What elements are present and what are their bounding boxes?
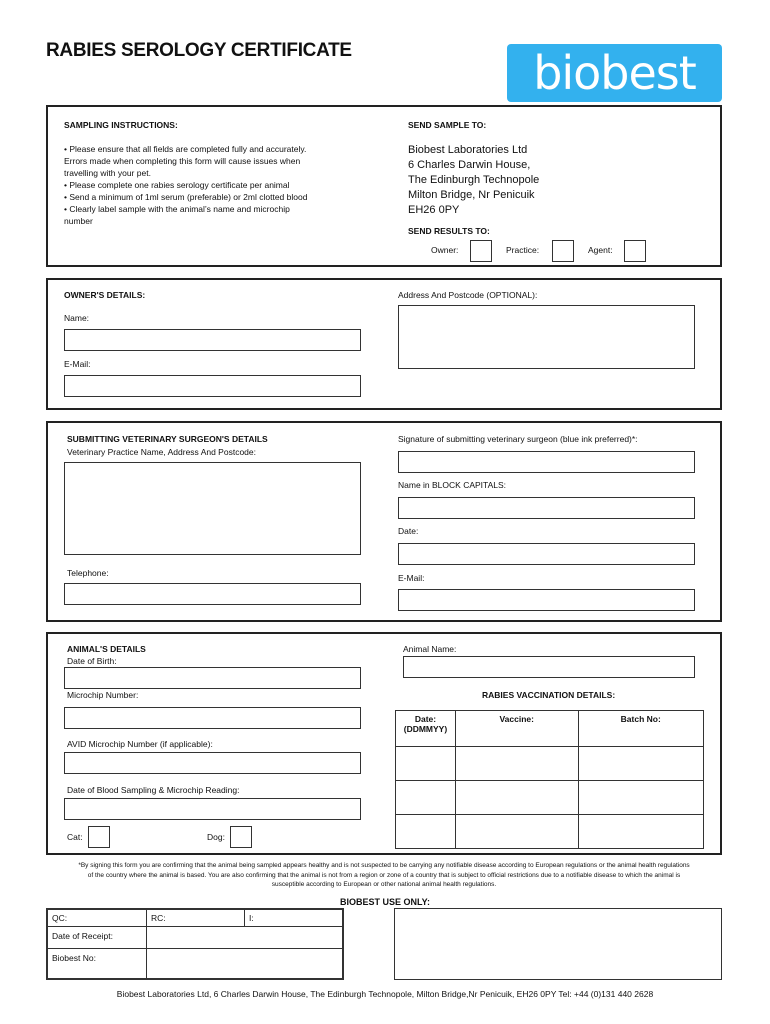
blood-sampling-label: Date of Blood Sampling & Microchip Reading: <box>67 785 240 795</box>
vaccination-row[interactable] <box>396 781 704 815</box>
sampling-instructions <box>64 143 354 227</box>
biobest-logo <box>507 44 722 102</box>
date-header: Date: (DDMMYY) <box>396 711 456 747</box>
instruction-line: • Please ensure that all fields are completed fully and accurately. <box>64 144 307 154</box>
practice-option-label: Practice: <box>506 245 540 255</box>
vaccination-header-row <box>396 711 704 747</box>
block-capitals-field[interactable] <box>398 497 695 519</box>
qc-label: QC: <box>52 913 68 923</box>
microchip-field[interactable] <box>64 707 361 729</box>
address-line: Biobest Laboratories Ltd <box>408 144 528 156</box>
telephone-field[interactable] <box>64 583 361 605</box>
instruction-line: travelling with your pet. <box>64 168 151 178</box>
dog-checkbox[interactable] <box>230 826 252 848</box>
animal-name-label: Animal Name: <box>403 644 457 654</box>
microchip-label: Microchip Number: <box>67 690 139 700</box>
send-results-heading: SEND RESULTS TO: <box>408 226 490 236</box>
owner-name-label: Name: <box>64 313 90 323</box>
vaccination-table <box>395 710 704 849</box>
cat-checkbox[interactable] <box>88 826 110 848</box>
logo-text: biobest <box>533 46 696 100</box>
address-line: EH26 0PY <box>408 204 460 216</box>
dob-label: Date of Birth: <box>67 656 117 666</box>
animal-name-field[interactable] <box>403 656 695 678</box>
owner-option-label: Owner: <box>431 245 459 255</box>
instruction-line: • Send a minimum of 1ml serum (preferable) or 2ml clotted blood <box>64 192 308 202</box>
vet-date-label: Date: <box>398 526 419 536</box>
vaccination-row[interactable] <box>396 815 704 849</box>
owner-section <box>46 278 722 410</box>
owner-address-label: Address And Postcode (OPTIONAL): <box>398 290 538 300</box>
send-sample-heading: SEND SAMPLE TO: <box>408 120 487 130</box>
disclaimer-line: *By signing this form you are confirming that the animal being sampled appears healthy and is not suspected to be carrying any notifiable disease according to European regulations or the animal health regulations <box>78 862 690 869</box>
owner-email-label: E-Mail: <box>64 359 91 369</box>
send-sample-address <box>408 143 539 218</box>
disclaimer-line: of the country where the animal is based. You are also confirming that the animal is not from a region or zone of a country that is subject to official restrictions due to a notifiable disease to which the animal is <box>87 871 681 879</box>
vet-practice-label: Veterinary Practice Name, Address And Postcode: <box>67 447 256 457</box>
vaccination-heading: RABIES VACCINATION DETAILS: <box>482 690 616 700</box>
cat-label: Cat: <box>67 832 83 842</box>
instruction-line: • Please complete one rabies serology certificate per animal <box>64 180 290 190</box>
vet-date-field[interactable] <box>398 543 695 565</box>
i-label: I: <box>249 913 254 923</box>
footer: Biobest Laboratories Ltd, 6 Charles Darwin House, The Edinburgh Technopole, Milton Bridge,Nr Penicuik, EH26 0PY Tel: +44 (0)131 440 2628 <box>116 989 654 999</box>
owner-email-field[interactable] <box>64 375 361 397</box>
owner-address-field[interactable] <box>398 305 695 369</box>
vet-practice-field[interactable] <box>64 462 361 555</box>
instruction-line: Errors made when completing this form will cause issues when <box>64 156 301 166</box>
address-line: The Edinburgh Technopole <box>408 174 540 186</box>
avid-field[interactable] <box>64 752 361 774</box>
avid-label: AVID Microchip Number (if applicable): <box>67 739 213 749</box>
biobest-use-table <box>46 908 344 980</box>
disclaimer-line: susceptible according to European or other national animal health regulations. <box>271 881 497 888</box>
sampling-heading: SAMPLING INSTRUCTIONS: <box>64 120 178 130</box>
dob-field[interactable] <box>64 667 361 689</box>
vet-heading: SUBMITTING VETERINARY SURGEON'S DETAILS <box>67 434 268 444</box>
animal-heading: ANIMAL'S DETAILS <box>67 644 146 654</box>
vet-section <box>46 421 722 622</box>
instruction-line: number <box>64 216 93 226</box>
dog-label: Dog: <box>207 832 225 842</box>
address-line: 6 Charles Darwin House, <box>408 159 531 171</box>
owner-name-field[interactable] <box>64 329 361 351</box>
vet-email-label: E-Mail: <box>398 573 425 583</box>
receipt-date-label: Date of Receipt: <box>52 931 113 941</box>
practice-checkbox[interactable] <box>552 240 574 262</box>
blood-sampling-field[interactable] <box>64 798 361 820</box>
vet-email-field[interactable] <box>398 589 695 611</box>
vaccination-row[interactable] <box>396 747 704 781</box>
telephone-label: Telephone: <box>67 568 109 578</box>
biobest-use-heading: BIOBEST USE ONLY: <box>339 897 430 907</box>
agent-option-label: Agent: <box>588 245 613 255</box>
sampling-section <box>46 105 722 267</box>
vaccine-header: Vaccine: <box>455 711 578 747</box>
animal-section <box>46 632 722 855</box>
batch-header: Batch No: <box>578 711 704 747</box>
block-capitals-label: Name in BLOCK CAPITALS: <box>398 480 507 490</box>
owner-checkbox[interactable] <box>470 240 492 262</box>
owner-heading: OWNER'S DETAILS: <box>64 290 146 300</box>
rc-label: RC: <box>151 913 166 923</box>
instruction-line: • Clearly label sample with the animal’s name and microchip <box>64 204 290 214</box>
signature-field[interactable] <box>398 451 695 473</box>
biobest-use-notes-box[interactable] <box>394 908 722 980</box>
agent-checkbox[interactable] <box>624 240 646 262</box>
signature-label: Signature of submitting veterinary surgeon (blue ink preferred)*: <box>398 434 638 444</box>
address-line: Milton Bridge, Nr Penicuik <box>408 189 535 201</box>
page-title: RABIES SEROLOGY CERTIFICATE <box>46 40 352 61</box>
biobest-no-label: Biobest No: <box>52 953 96 963</box>
disclaimer <box>46 861 722 890</box>
